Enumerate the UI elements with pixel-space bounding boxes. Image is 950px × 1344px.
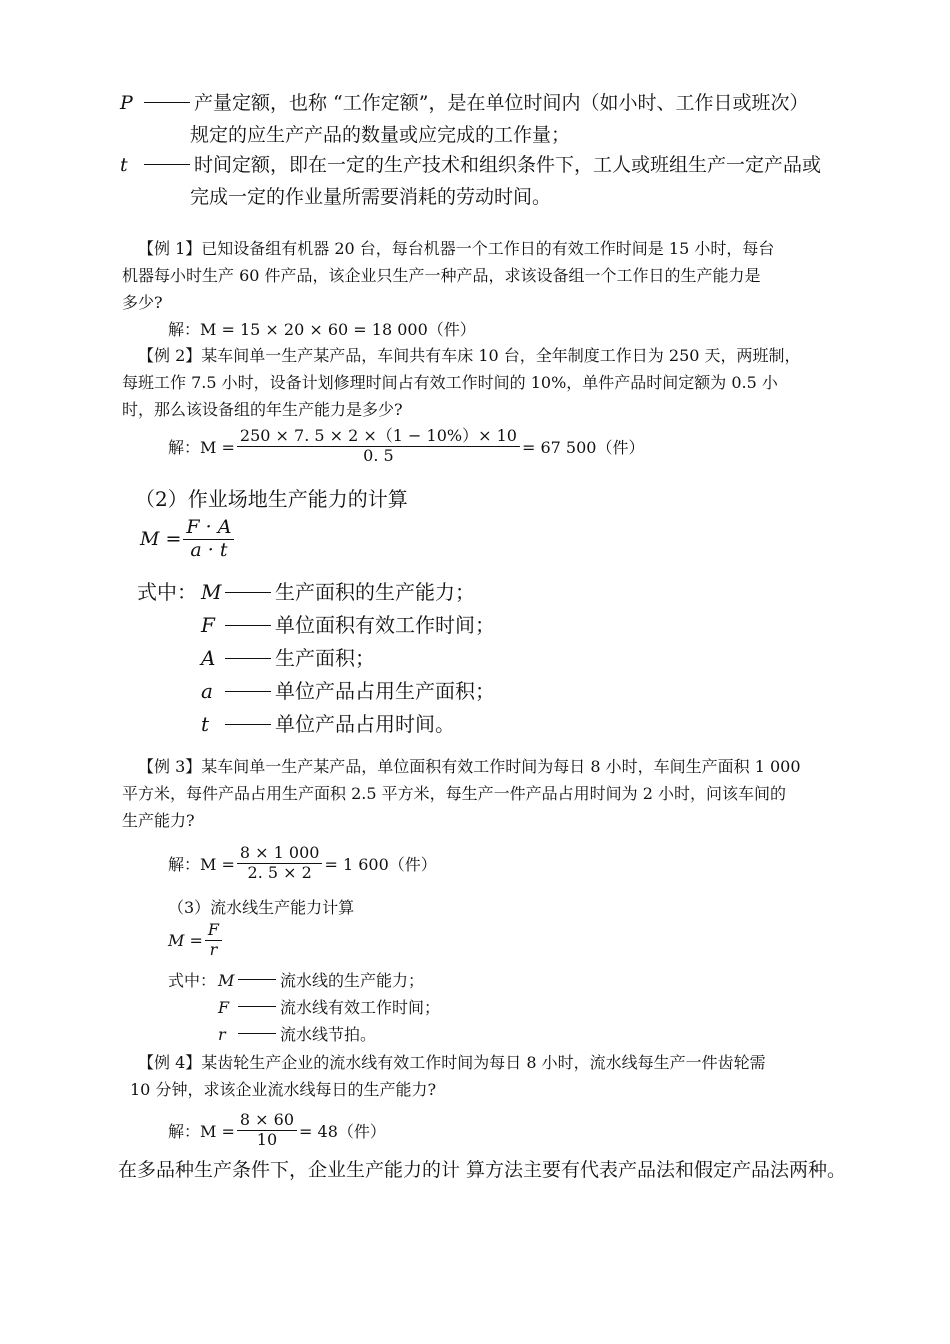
section-2-definitions xyxy=(137,576,495,741)
fraction xyxy=(237,845,323,882)
example-1-solution: 解：M = 15 × 20 × 60 = 18 000（件） xyxy=(168,320,476,339)
em-dash xyxy=(225,625,271,626)
fraction-numerator: 250 × 7. 5 × 2 ×（1 − 10%）× 10 xyxy=(237,428,520,447)
symbol: M xyxy=(201,580,222,604)
em-dash xyxy=(238,1033,276,1034)
formula-prefix: M = xyxy=(168,930,203,950)
fraction xyxy=(205,922,222,959)
definition-text: 流水线有效工作时间； xyxy=(280,998,441,1017)
formula-prefix: M = xyxy=(140,528,182,551)
section-3-formula xyxy=(168,922,224,959)
example-3-line3: 生产能力? xyxy=(122,811,195,830)
definition-text: 生产面积； xyxy=(275,646,375,670)
where-label: 式中： xyxy=(137,580,197,604)
solution-prefix: 解：M = xyxy=(168,437,235,457)
em-dash xyxy=(225,592,271,593)
em-dash xyxy=(225,658,271,659)
em-dash xyxy=(144,164,190,165)
symbol: F xyxy=(218,998,230,1017)
definition-text: 流水线的生产能力； xyxy=(280,971,425,990)
example-3-line1: 【例 3】某车间单一生产某产品，单位面积有效工作时间为每日 8 小时，车间生产面积 1 000 xyxy=(138,757,801,776)
section-2-formula xyxy=(140,518,236,561)
solution-prefix: 解：M = xyxy=(168,854,235,874)
fraction-numerator: 8 × 60 xyxy=(237,1112,297,1131)
example-2-line3: 时，那么该设备组的年生产能力是多少? xyxy=(122,400,403,419)
em-dash xyxy=(144,102,190,103)
definition-t-line2: 完成一定的作业量所需要消耗的劳动时间。 xyxy=(190,186,552,208)
symbol-t: t xyxy=(120,154,128,176)
fraction xyxy=(237,1112,297,1149)
closing-paragraph: 在多品种生产条件下，企业生产能力的计 算方法主要有代表产品法和假定产品法两种。 xyxy=(118,1159,847,1181)
definition-p-line1: 产量定额，也称 “工作定额”，是在单位时间内（如小时、工作日或班次） xyxy=(194,92,809,114)
symbol: a xyxy=(201,679,213,703)
example-4-line1: 【例 4】某齿轮生产企业的流水线有效工作时间为每日 8 小时，流水线每生产一件齿轮需 xyxy=(138,1053,766,1072)
solution-result: = 48（件） xyxy=(299,1121,386,1141)
definition-text: 单位面积有效工作时间； xyxy=(275,613,495,637)
definition-text: 单位产品占用时间。 xyxy=(275,712,455,736)
solution-prefix: 解：M = xyxy=(168,1121,235,1141)
em-dash xyxy=(238,979,276,980)
symbol: M xyxy=(218,971,235,990)
symbol: A xyxy=(201,646,216,670)
em-dash xyxy=(225,724,271,725)
example-2-solution xyxy=(168,428,644,465)
fraction-denominator: r xyxy=(209,939,218,959)
definition-text: 流水线节拍。 xyxy=(280,1025,377,1044)
example-2-line1: 【例 2】某车间单一生产某产品，车间共有车床 10 台，全年制度工作日为 250 天，两班制， xyxy=(138,346,801,365)
symbol-p: P xyxy=(120,92,133,114)
symbol: F xyxy=(201,613,215,637)
fraction-denominator: 2. 5 × 2 xyxy=(247,862,312,882)
em-dash xyxy=(238,1006,276,1007)
example-1-line3: 多少? xyxy=(122,293,163,312)
example-1-line1: 【例 1】已知设备组有机器 20 台，每台机器一个工作日的有效工作时间是 15 小时，每台 xyxy=(138,239,775,258)
em-dash xyxy=(225,691,271,692)
solution-result: = 67 500（件） xyxy=(521,437,645,457)
example-1-line2: 机器每小时生产 60 件产品，该企业只生产一种产品，求该设备组一个工作日的生产能力是 xyxy=(122,266,761,285)
example-4-line2: 10 分钟，求该企业流水线每日的生产能力? xyxy=(130,1080,437,1099)
fraction-numerator: 8 × 1 000 xyxy=(237,845,323,864)
definition-t-line1: 时间定额，即在一定的生产技术和组织条件下，工人或班组生产一定产品或 xyxy=(194,154,822,176)
section-3-definitions xyxy=(168,967,440,1048)
fraction-numerator: F xyxy=(205,922,222,941)
definition-text: 生产面积的生产能力； xyxy=(275,580,475,604)
definition-p-line2: 规定的应生产产品的数量或应完成的工作量； xyxy=(190,124,571,146)
fraction xyxy=(237,428,520,465)
section-2-heading: （2）作业场地生产能力的计算 xyxy=(135,487,408,511)
fraction-denominator: 10 xyxy=(256,1129,278,1149)
fraction-numerator: F · A xyxy=(183,518,234,540)
definition-text: 单位产品占用生产面积； xyxy=(275,679,495,703)
fraction-denominator: a · t xyxy=(190,538,228,561)
fraction xyxy=(183,518,234,561)
example-3-solution xyxy=(168,845,437,882)
example-3-line2: 平方米，每件产品占用生产面积 2.5 平方米，每生产一件产品占用时间为 2 小时，问该车间的 xyxy=(122,784,786,803)
symbol: r xyxy=(218,1025,226,1044)
section-3-heading: （3）流水线生产能力计算 xyxy=(168,898,355,917)
fraction-denominator: 0. 5 xyxy=(363,445,394,465)
solution-result: = 1 600（件） xyxy=(324,854,437,874)
example-4-solution xyxy=(168,1112,386,1149)
symbol: t xyxy=(201,712,210,736)
where-label: 式中： xyxy=(168,971,217,990)
example-2-line2: 每班工作 7.5 小时，设备计划修理时间占有效工作时间的 10%，单件产品时间定额为 0.5 小 xyxy=(122,373,778,392)
